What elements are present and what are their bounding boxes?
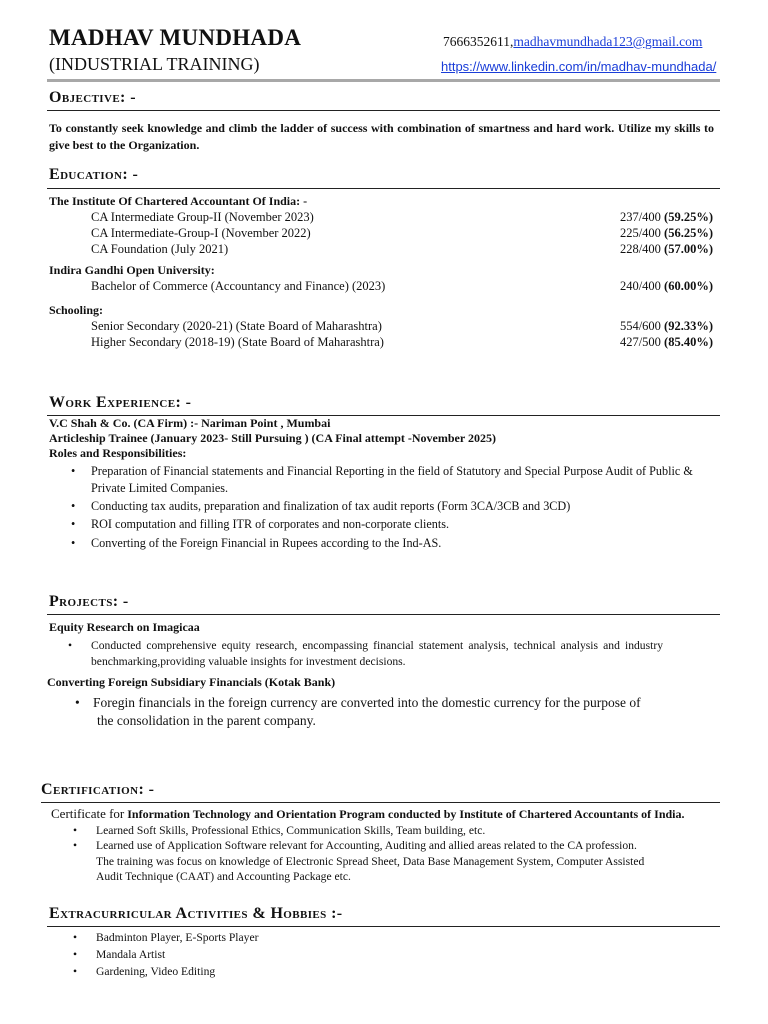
education-row: [91, 226, 713, 241]
bullet-icon: •: [73, 931, 78, 944]
list-item: [68, 638, 663, 670]
list-item: [71, 463, 711, 497]
list-item-text: Preparation of Financial statements and Financial Reporting in the field of Statutory and Special Purpose Audit of Public & Private Limited Companies.: [91, 464, 693, 495]
bullet-icon: •: [68, 639, 73, 652]
projects-divider: [47, 614, 720, 615]
bullet-icon: •: [71, 464, 76, 478]
qualification-name: CA Intermediate Group-II (November 2023): [91, 210, 314, 224]
projects-heading: Projects: -: [49, 593, 129, 610]
bullet-icon: •: [73, 965, 78, 978]
list-item-text: Learned use of Application Software relevant for Accounting, Auditing and allied areas related to the CA profession.: [96, 839, 637, 852]
education-heading: Education: -: [49, 166, 139, 183]
list-item-text: the consolidation in the parent company.: [97, 713, 316, 728]
project-title: Equity Research on Imagicaa: [49, 620, 200, 634]
qualification-score: 237/400: [619, 210, 661, 224]
list-item-text: ROI computation and filling ITR of corporates and non-corporate clients.: [91, 517, 450, 531]
education-row: [91, 242, 713, 257]
qualification-percent: (60.00%): [664, 279, 713, 293]
icai-title: The Institute Of Chartered Accountant Of India: -: [49, 194, 308, 208]
contact-line: [443, 34, 702, 50]
list-item: [71, 535, 711, 552]
certificate-lead: Certificate for: [51, 806, 125, 821]
list-item: [73, 838, 716, 885]
qualification-score: 225/400: [619, 226, 661, 240]
list-item-text: Conducted comprehensive equity research, encompassing financial statement analysis, technical analysis and industry benchmarking,providing valuable insights for investment decisions.: [91, 639, 663, 668]
bullet-icon: •: [73, 948, 78, 961]
qualification-percent: (56.25%): [664, 226, 713, 240]
linkedin-link[interactable]: https://www.linkedin.com/in/madhav-mundhada/: [441, 59, 717, 74]
list-item-text: Gardening, Video Editing: [96, 965, 216, 978]
education-row: [91, 279, 713, 294]
email-link[interactable]: madhavmundhada123@gmail.com: [513, 34, 703, 49]
qualification-name: CA Intermediate-Group-I (November 2022): [91, 226, 311, 240]
objective-heading: Objective: -: [49, 89, 136, 106]
ignou-title: Indira Gandhi Open University:: [49, 263, 215, 277]
firm-name: V.C Shah & Co. (CA Firm) :- Nariman Point , Mumbai: [49, 416, 331, 430]
list-item: [71, 516, 711, 533]
education-row: [91, 335, 713, 350]
list-item: [73, 823, 716, 839]
roles-label: Roles and Responsibilities:: [49, 446, 187, 460]
header-divider: [47, 79, 720, 82]
certificate-line: [51, 806, 685, 822]
list-item-text: Learned Soft Skills, Professional Ethics, Communication Skills, Team building, etc.: [96, 824, 486, 837]
certification-divider: [41, 802, 720, 803]
qualification-percent: (59.25%): [664, 210, 713, 224]
qualification-score: 228/400: [619, 242, 661, 256]
extracurricular-divider: [47, 926, 720, 927]
bullet-icon: •: [71, 517, 76, 531]
work-heading: Work Experience: -: [49, 394, 192, 411]
list-item-text: Badminton Player, E-Sports Player: [96, 931, 259, 944]
candidate-name: MADHAV MUNDHADA: [49, 25, 302, 50]
bullet-icon: •: [75, 695, 80, 710]
list-item: [75, 694, 693, 730]
list-item: [71, 498, 711, 515]
list-item-text: Conducting tax audits, preparation and finalization of tax audit reports (Form 3CA/3CB and 3CD): [91, 499, 571, 513]
bullet-icon: •: [71, 499, 76, 513]
education-row: [91, 319, 713, 334]
list-item-text: Foregin financials in the foreign currency are converted into the domestic currency for the purpose of: [93, 695, 641, 710]
certification-heading: Certification: -: [41, 781, 155, 798]
list-item: [73, 947, 166, 963]
qualification-score: 427/500: [619, 335, 661, 349]
resume-subtitle: (INDUSTRIAL TRAINING): [49, 54, 260, 74]
qualification-percent: (57.00%): [664, 242, 713, 256]
qualification-name: CA Foundation (July 2021): [91, 242, 229, 256]
list-item-text: The training was focus on knowledge of Electronic Spread Sheet, Data Base Management System, Computer Assisted: [96, 854, 645, 868]
list-item-text: Converting of the Foreign Financial in Rupees according to the Ind-AS.: [91, 536, 442, 550]
objective-divider: [47, 110, 720, 111]
certificate-title: Information Technology and Orientation Program conducted by Institute of Chartered Accountants of India.: [127, 807, 685, 821]
list-item-text: Audit Technique (CAAT) and Accounting Package etc.: [96, 870, 351, 883]
qualification-percent: (85.40%): [664, 335, 713, 349]
list-item: [73, 964, 216, 980]
education-divider: [47, 188, 720, 189]
qualification-name: Senior Secondary (2020-21) (State Board of Maharashtra): [91, 319, 382, 333]
qualification-score: 240/400: [619, 279, 661, 293]
qualification-name: Bachelor of Commerce (Accountancy and Finance) (2023): [91, 279, 386, 293]
bullet-icon: •: [73, 824, 78, 837]
qualification-name: Higher Secondary (2018-19) (State Board of Maharashtra): [91, 335, 384, 349]
qualification-score: 554/600: [619, 319, 661, 333]
job-role: Articleship Trainee (January 2023- Still Pursuing ) (CA Final attempt -November 2025): [49, 431, 496, 445]
bullet-icon: •: [73, 839, 78, 852]
project-title: Converting Foreign Subsidiary Financials (Kotak Bank): [47, 675, 336, 689]
education-row: [91, 210, 713, 225]
qualification-percent: (92.33%): [664, 319, 713, 333]
phone-number: 7666352611,: [443, 34, 514, 49]
schooling-title: Schooling:: [49, 303, 104, 317]
objective-text: To constantly seek knowledge and climb the ladder of success with combination of smartness and hard work. Utilize my skills to give best to the Organization.: [49, 121, 714, 152]
extracurricular-heading: Extracurricular Activities & Hobbies :-: [49, 905, 343, 922]
bullet-icon: •: [71, 536, 76, 550]
list-item-text: Mandala Artist: [96, 948, 166, 961]
list-item: [73, 930, 259, 946]
